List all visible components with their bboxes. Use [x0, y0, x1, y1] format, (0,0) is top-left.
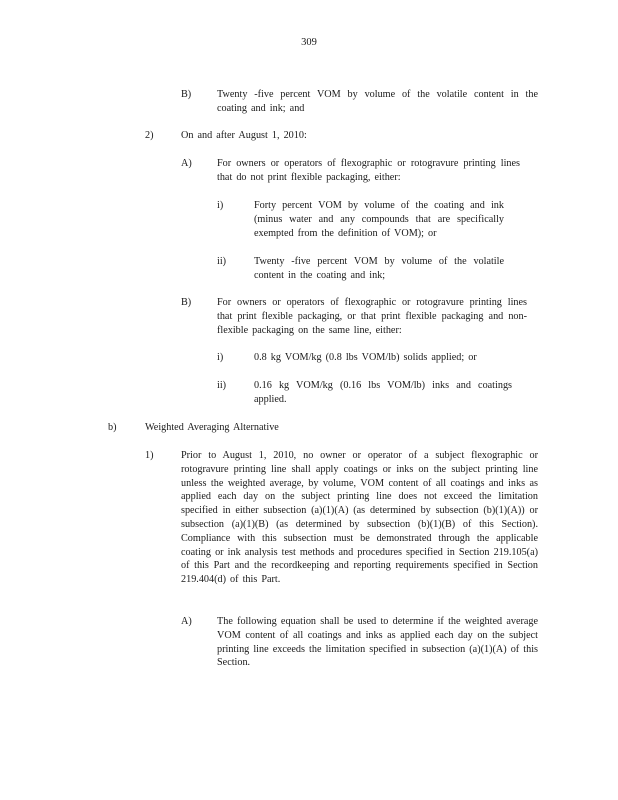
- item-label-2B-ii: ii): [217, 380, 227, 391]
- subsection-heading-weighted-averaging: Weighted Averaging Alternative: [145, 422, 279, 433]
- paragraph-B-volatile-content: Twenty -five percent VOM by volume of the volatile content in the coating and ink; and: [217, 89, 538, 114]
- page-number: 309: [301, 37, 317, 48]
- item-label-2A: A): [181, 158, 192, 169]
- item-label-2B: B): [181, 297, 192, 308]
- item-label-b1: 1): [145, 450, 154, 461]
- paragraph-2B-ii: 0.16 kg VOM/kg (0.16 lbs VOM/lb) inks and coatings applied.: [254, 380, 512, 405]
- subsection-label-b: b): [108, 422, 117, 433]
- item-label-2: 2): [145, 130, 154, 141]
- item-label-b1A: A): [181, 616, 192, 627]
- paragraph-2-heading: On and after August 1, 2010:: [181, 130, 307, 141]
- item-label-B: B): [181, 89, 192, 100]
- item-label-2A-i: i): [217, 200, 224, 211]
- item-label-2A-ii: ii): [217, 256, 227, 267]
- paragraph-2A-i: Forty percent VOM by volume of the coating and ink (minus water and any compounds that are specifically exempted from the definition of VOM); or: [254, 200, 504, 239]
- paragraph-b1-prior-to-2010: Prior to August 1, 2010, no owner or operator of a subject flexographic or rotogravure printing line shall apply coatings or inks on the subject printing line unless the weighted average, by volume, VOM content of all coatings and inks as applied each day on the subject printing line does not exceed the limitation specified in either subsection (a)(1)(A) (as determined by subsection (b)(1)(A)) or subsection (a)(1)(B) (as determined by subsection (b)(1)(B) of this Section). Compliance with this subsection must be demonstrated through the applicable coating or ink analysis test methods and procedures specified in Section 219.105(a) of this Part and the recordkeeping and reporting requirements specified in Section 219.404(d) of this Part.: [181, 450, 538, 586]
- item-label-2B-i: i): [217, 352, 224, 363]
- paragraph-2B-i: 0.8 kg VOM/kg (0.8 lbs VOM/lb) solids applied; or: [254, 352, 477, 363]
- paragraph-2A-ii: Twenty -five percent VOM by volume of the volatile content in the coating and ink;: [254, 256, 504, 281]
- paragraph-b1A-equation: The following equation shall be used to determine if the weighted average VOM content of all coatings and inks as applied each day on the subject printing line exceeds the limitation specified in subsection (a)(1)(A) of this Section.: [217, 616, 538, 669]
- paragraph-2A-non-flexible: For owners or operators of flexographic or rotogravure printing lines that do not print flexible packaging, either:: [217, 158, 520, 183]
- paragraph-2B-flexible: For owners or operators of flexographic or rotogravure printing lines that print flexible packaging, or that print flexible packaging and non-flexible packaging on the same line, either:: [217, 297, 527, 336]
